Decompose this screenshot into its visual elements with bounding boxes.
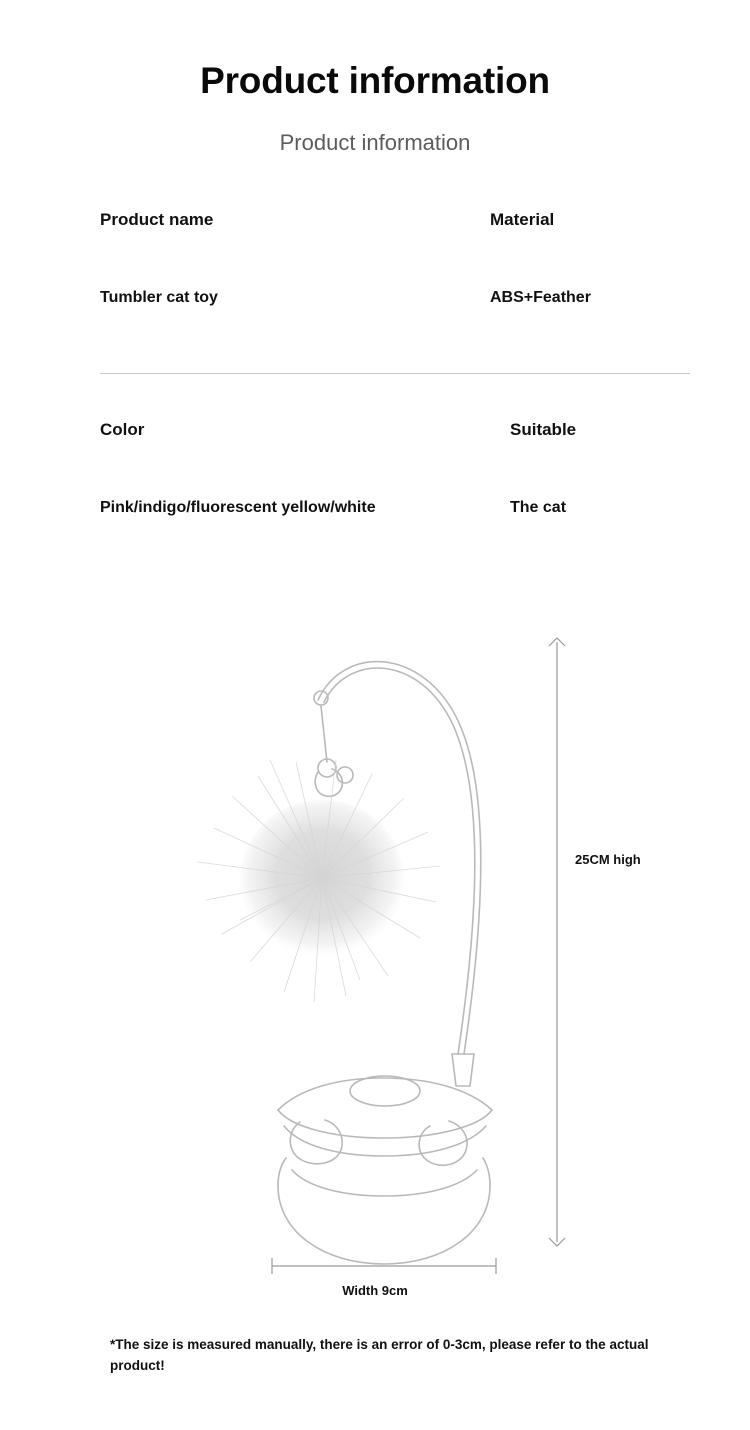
- spec-col-right: [400, 420, 700, 440]
- height-dimension-line: [549, 638, 565, 1246]
- spacer: [100, 440, 700, 498]
- page-subtitle: Product information: [279, 130, 471, 155]
- page-title: Product information: [200, 60, 550, 101]
- spec-value-color: Pink/indigo/fluorescent yellow/white: [100, 499, 376, 517]
- height-dimension-label: 25CM high: [575, 852, 641, 867]
- spec-label-color: Color: [100, 420, 145, 439]
- pom-pom: [198, 760, 440, 1002]
- spacer: [100, 230, 660, 288]
- spec-label-material: Material: [490, 210, 555, 229]
- spec-block-1: [100, 210, 660, 308]
- spec-col-left: [100, 498, 400, 517]
- spec-value-product-name: Tumbler cat toy: [100, 289, 218, 307]
- spec-header-row-1: [100, 210, 660, 230]
- spec-value-material: ABS+Feather: [490, 289, 591, 307]
- spec-value-suitable: The cat: [510, 499, 567, 517]
- spec-label-product-name: Product name: [100, 210, 214, 229]
- spec-col-left: [100, 210, 380, 230]
- spec-value-row-1: [100, 288, 660, 307]
- spec-col-right: [380, 210, 660, 230]
- spec-divider: [100, 373, 690, 374]
- spec-col-right: [380, 288, 660, 307]
- spec-col-right: [400, 498, 700, 517]
- spec-col-left: [100, 288, 380, 307]
- spec-value-row-2: [100, 498, 700, 517]
- spec-label-suitable: Suitable: [510, 420, 577, 439]
- spec-header-row-2: [100, 420, 700, 440]
- spec-block-2: [100, 420, 700, 518]
- spec-col-left: [100, 420, 400, 440]
- width-dimension-line: [272, 1258, 496, 1274]
- width-dimension-label: Width 9cm: [342, 1283, 408, 1298]
- product-line-drawing: [0, 610, 750, 1310]
- size-disclaimer-note: *The size is measured manually, there is an error of 0-3cm, please refer to the actual product!: [110, 1337, 649, 1373]
